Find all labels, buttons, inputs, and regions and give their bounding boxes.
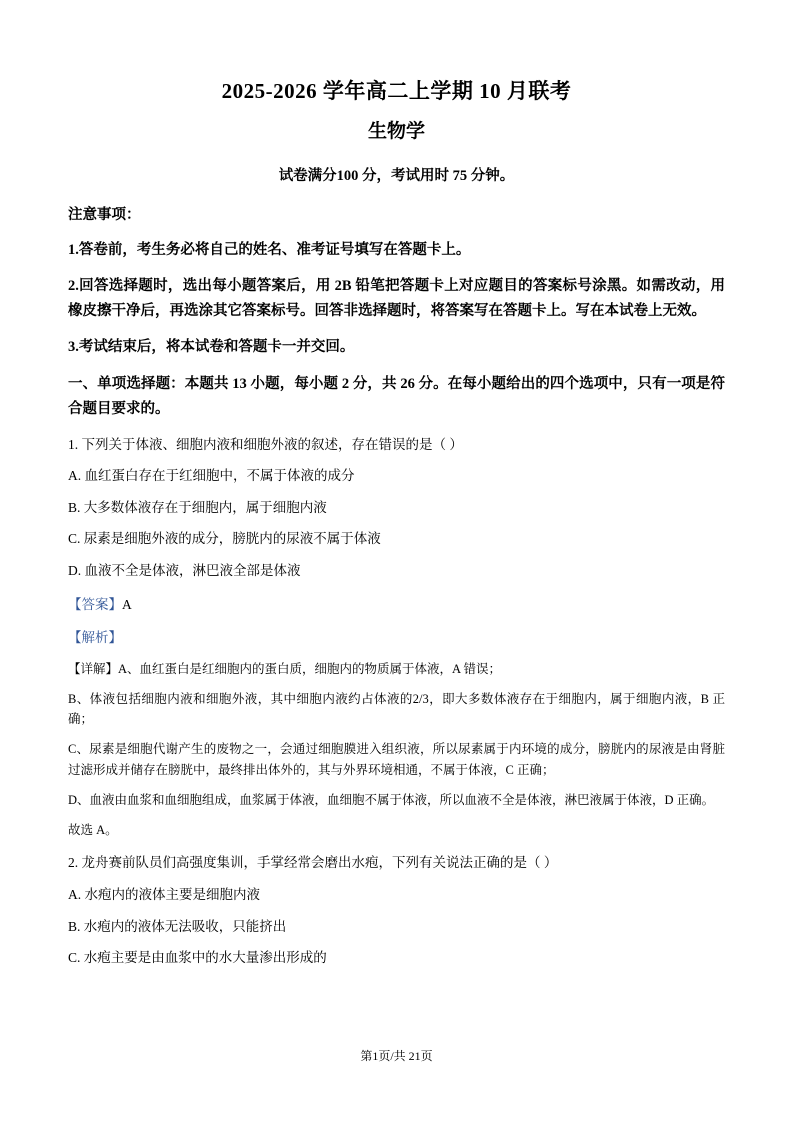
question-1-detail-c: C、尿素是细胞代谢产生的废物之一，会通过细胞膜进入组织液，所以尿素属于内环境的成分，膀胱内的尿液是由肾脏过滤形成并储存在膀胱中，最终排出体外的，其与外界环境相通，不属于体液，C 正确； — [68, 742, 725, 777]
question-1-option-d: D. 血液不全是体液，淋巴液全部是体液 — [68, 562, 301, 578]
question-1-detail-a: 【详解】A、血红蛋白是红细胞内的蛋白质，细胞内的物质属于体液，A 错误； — [68, 661, 501, 676]
page-footer: 第1页/共 21页 — [360, 1049, 433, 1063]
question-1-option-c: C. 尿素是细胞外液的成分，膀胱内的尿液不属于体液 — [68, 531, 381, 547]
question-1-analysis-tag — [68, 627, 725, 649]
analysis-tag: 【解析】 — [68, 630, 122, 646]
question-1-detail-conclusion: 故选 A。 — [68, 823, 118, 838]
notice-heading: 注意事项： — [68, 206, 141, 223]
question-2-option-b: B. 水疱内的液体无法吸收，只能挤出 — [68, 918, 287, 934]
answer-tag: 【答案】 — [68, 596, 122, 612]
notice-item-3: 3.考试结束后，将本试卷和答题卡一并交回。 — [68, 338, 355, 355]
question-2-stem: 2. 龙舟赛前队员们高强度集训，手掌经常会磨出水疱，下列有关说法正确的是（ ） — [68, 855, 558, 871]
question-2-option-a: A. 水疱内的液体主要是细胞内液 — [68, 887, 260, 903]
question-1-detail-b: B、体液包括细胞内液和细胞外液，其中细胞内液约占体液的2/3，即大多数体液存在于细胞内，属于细胞内液，B 正确； — [68, 691, 725, 727]
notice-item-2: 2.回答选择题时，选出每小题答案后，用 2B 铅笔把答题卡上对应题目的答案标号涂黑。如需改动，用橡皮擦干净后，再选涂其它答案标号。回答非选择题时，将答案写在答题卡上。写在本试卷上无效。 — [68, 277, 725, 319]
question-2-option-c: C. 水疱主要是由血浆中的水大量渗出形成的 — [68, 950, 327, 966]
answer-value: A — [122, 596, 132, 612]
question-1-answer — [68, 594, 725, 616]
question-1-option-b: B. 大多数体液存在于细胞内，属于细胞内液 — [68, 499, 327, 515]
question-1-stem: 1. 下列关于体液、细胞内液和细胞外液的叙述，存在错误的是（ ） — [68, 436, 463, 452]
notice-item-1: 1.答卷前，考生务必将自己的姓名、准考证号填写在答题卡上。 — [68, 241, 471, 258]
page-title: 2025-2026 学年高二上学期 10 月联考 — [221, 79, 572, 103]
exam-score-line: 试卷满分100 分，考试用时 75 分钟。 — [278, 168, 515, 184]
subject-title: 生物学 — [367, 120, 425, 142]
question-1-option-a: A. 血红蛋白存在于红细胞中，不属于体液的成分 — [68, 468, 355, 484]
question-1-detail-d: D、血液由血浆和血细胞组成，血浆属于体液，血细胞不属于体液，所以血液不全是体液，淋巴液属于体液，D 正确。 — [68, 792, 715, 807]
section-heading: 一、单项选择题：本题共 13 小题，每小题 2 分，共 26 分。在每小题给出的四个选项中，只有一项是符合题目要求的。 — [68, 375, 725, 417]
